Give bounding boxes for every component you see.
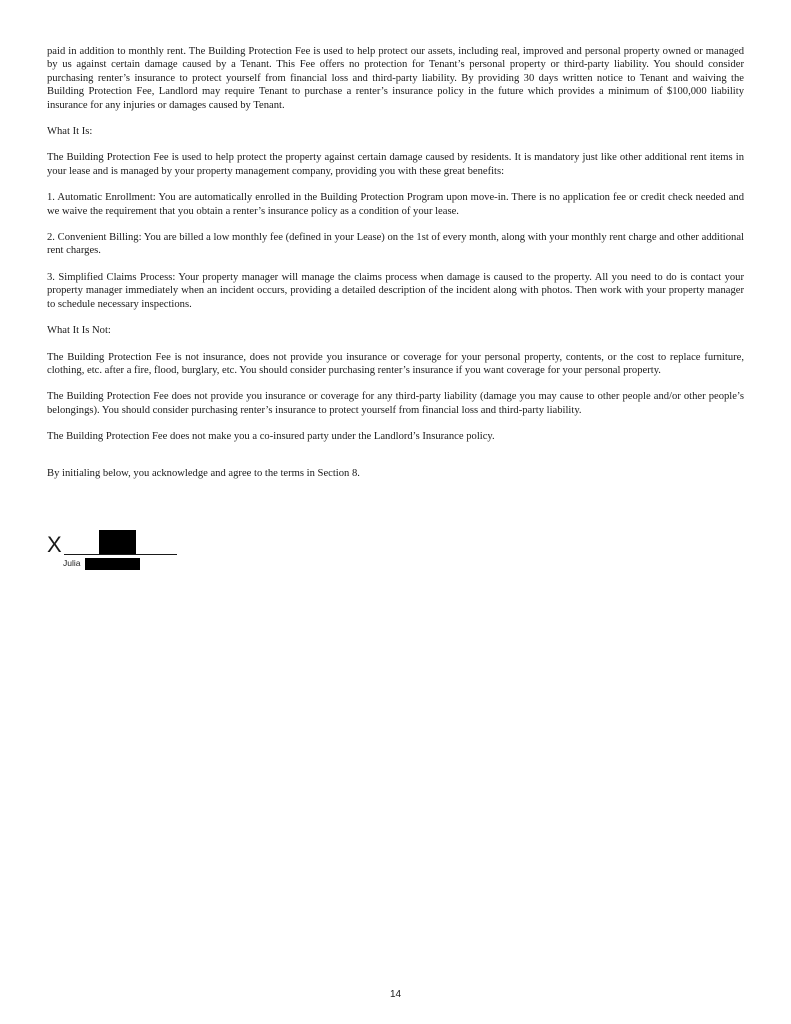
benefit-simplified-claims: 3. Simplified Claims Process: Your property manager will manage the claims process when damage is caused to the property. All you need to do is contact your property manager immediately when an incident occurs, providing a detailed description of the incident along with photos. Then work with your property manager to schedule necessary inspections. (47, 271, 744, 310)
page-number: 14 (389, 989, 402, 1000)
signer-name: Julia (63, 558, 81, 568)
what-it-is-heading: What It Is: (47, 126, 93, 138)
not-coinsured-paragraph: The Building Protection Fee does not make you a co-insured party under the Landlord’s Insurance policy. (47, 431, 495, 443)
signature-line (64, 554, 177, 555)
benefit-convenient-billing: 2. Convenient Billing: You are billed a low monthly fee (defined in your Lease) on the 1st of every month, along with your monthly rent charge and other additional rent charges. (47, 232, 744, 257)
not-liability-paragraph: The Building Protection Fee does not provide you insurance or coverage for any third-party liability (damage you may cause to other people and/or other people’s belongings). You should consider purchasing renter’s insurance to protect yourself from financial loss and third-party liability. (47, 391, 744, 416)
benefit-automatic-enrollment: 1. Automatic Enrollment: You are automatically enrolled in the Building Protection Program upon move-in. There is no application fee or credit check needed and we waive the requirement that you obtain a renter’s insurance policy as a condition of your lease. (47, 192, 744, 217)
redaction-box-name (85, 558, 140, 570)
document-body (47, 45, 744, 493)
signature-x-mark: X (47, 532, 62, 557)
intro-paragraph: paid in addition to monthly rent. The Building Protection Fee is used to help protect our assets, including real, improved and personal property owned or managed by us against certain damage caused by a Tenant. This Fee offers no protection for Tenant’s personal property or third-party liability. You should consider purchasing renter’s insurance to protect yourself from financial loss and third-party liability. By providing 30 days written notice to Tenant and waiving the Building Protection Fee, Landlord may require Tenant to purchase a renter’s insurance policy in the future which provides a minimum of $100,000 liability insurance for any injuries or damages caused by Tenant. (47, 46, 744, 111)
acknowledgement-text: By initialing below, you acknowledge and agree to the terms in Section 8. (47, 467, 360, 479)
what-it-is-paragraph: The Building Protection Fee is used to help protect the property against certain damage caused by residents. It is mandatory just like other additional rent items in your lease and is managed by your property management company, providing you with these great benefits: (47, 152, 744, 177)
what-it-is-not-heading: What It Is Not: (47, 325, 111, 337)
not-insurance-paragraph: The Building Protection Fee is not insurance, does not provide you insurance or coverage for your personal property, contents, or the cost to replace furniture, clothing, etc. after a fire, flood, burglary, etc. You should consider purchasing renter’s insurance if you want coverage for your personal property. (47, 351, 744, 376)
redaction-box-initials (99, 530, 136, 554)
signature-block (47, 530, 187, 575)
